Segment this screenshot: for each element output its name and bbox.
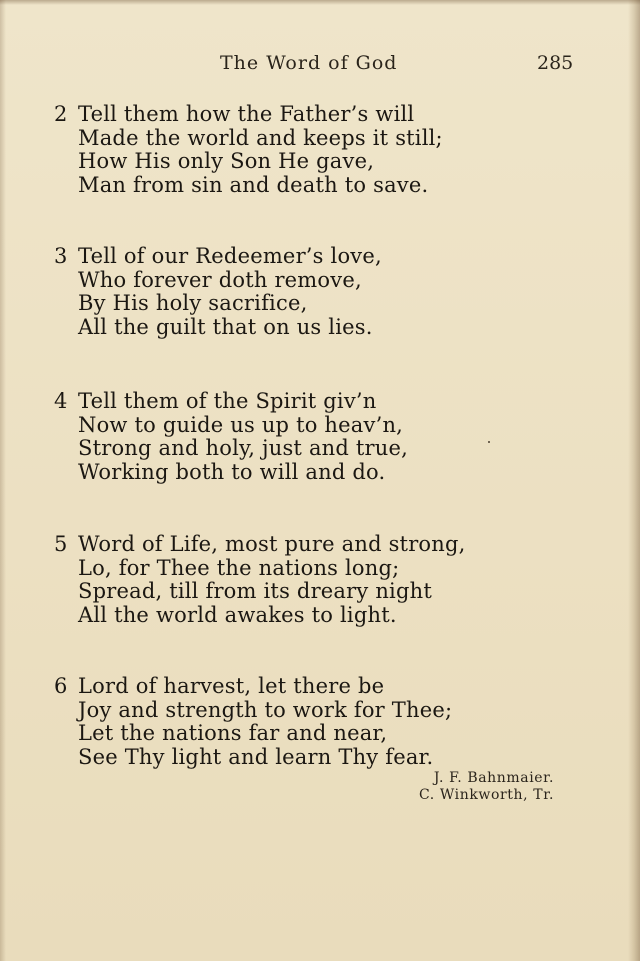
stanza-line: [54, 103, 574, 127]
stanza-5: [54, 533, 574, 627]
stanza-line: [54, 746, 574, 770]
stanza-number: 5: [54, 532, 68, 556]
stanza-line: [54, 533, 574, 557]
verse-text: Tell them how the Father’s will: [78, 102, 415, 126]
verse-text: Working both to will and do.: [78, 459, 386, 484]
stanza-6: [54, 675, 574, 769]
stanza-line: [54, 269, 574, 293]
verse-text: Let the nations far and near,: [78, 721, 388, 746]
verse-text: Lord of harvest, let there be: [78, 674, 385, 698]
stanza-line: [54, 174, 574, 198]
stanza-line: [54, 292, 574, 316]
stanza-line: [54, 316, 574, 340]
verse-text: Word of Life, most pure and strong,: [78, 532, 466, 556]
verse-text: Tell of our Redeemer’s love,: [78, 244, 382, 268]
stanza-number: 4: [54, 389, 68, 413]
verse-text: Spread, till from its dreary night: [78, 579, 432, 604]
verse-text: Joy and strength to work for Thee;: [78, 697, 453, 722]
verse-text: Lo, for Thee the nations long;: [78, 555, 400, 580]
verse-text: All the world awakes to light.: [78, 602, 397, 627]
page-number: 285: [537, 52, 574, 74]
stanza-line: [54, 580, 574, 604]
verse-text: Tell them of the Spirit giv’n: [78, 389, 377, 413]
translator-credit: C. Winkworth, Tr.: [418, 787, 554, 803]
verse-text: Who forever doth remove,: [78, 267, 362, 292]
stanza-4: [54, 390, 574, 484]
verse-text: See Thy light and learn Thy fear.: [78, 744, 434, 769]
stanza-line: [54, 461, 574, 485]
stanza-line: [54, 414, 574, 438]
running-title: The Word of God: [220, 52, 398, 74]
stanza-number: 2: [54, 102, 68, 126]
stanza-line: [54, 150, 574, 174]
stanza-line: [54, 604, 574, 628]
stanza-line: [54, 699, 574, 723]
stanza-number: 3: [54, 244, 68, 268]
page-top-edge: [0, 0, 640, 5]
stanza-line: [54, 722, 574, 746]
stanza-2: [54, 103, 574, 197]
verse-text: Man from sin and death to save.: [78, 172, 429, 197]
stanza-3: [54, 245, 574, 339]
stanza-line: [54, 675, 574, 699]
verse-text: How His only Son He gave,: [78, 149, 375, 174]
stanza-line: [54, 127, 574, 151]
author-credit: J. F. Bahnmaier.: [433, 770, 554, 786]
verse-text: Strong and holy, just and true,: [78, 436, 409, 461]
stanza-line: [54, 245, 574, 269]
page-header: [0, 52, 640, 80]
hymn-attribution: [360, 770, 554, 804]
stanza-line: [54, 390, 574, 414]
stanza-line: [54, 557, 574, 581]
stanza-number: 6: [54, 674, 68, 698]
verse-text: All the guilt that on us lies.: [78, 314, 373, 339]
paper-speck: [488, 441, 490, 443]
verse-text: By His holy sacrifice,: [78, 291, 308, 316]
page-left-edge: [0, 0, 6, 961]
verse-text: Now to guide us up to heav’n,: [78, 412, 404, 437]
page-right-edge: [628, 0, 640, 961]
stanza-line: [54, 437, 574, 461]
verse-text: Made the world and keeps it still;: [78, 125, 443, 150]
